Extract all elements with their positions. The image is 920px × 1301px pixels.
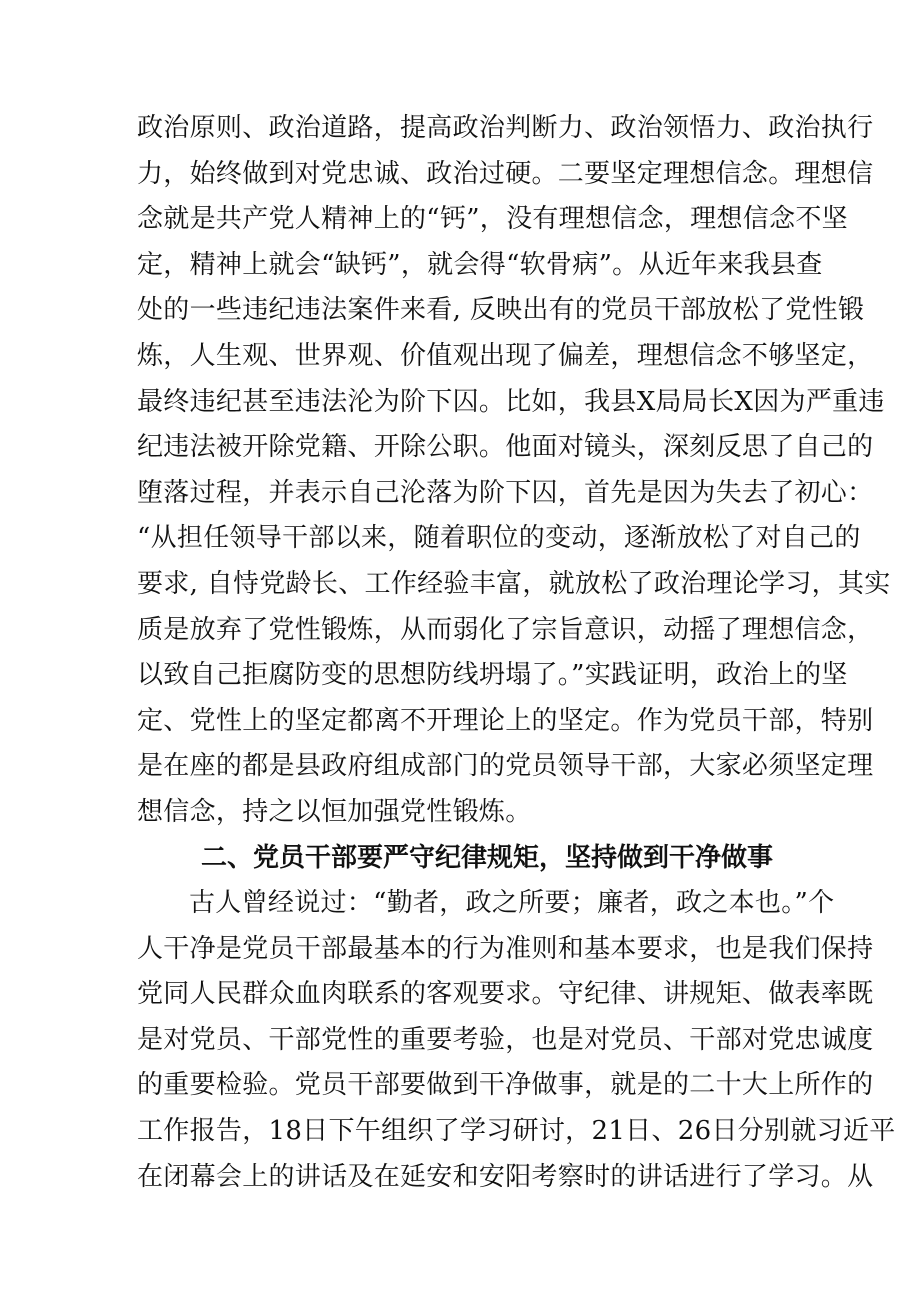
- paragraph-discipline-rules: [137, 881, 896, 1200]
- text-line: 堕落过程，并表示自己沦落为阶下囚，首先是因为失去了初心：: [137, 477, 874, 508]
- section-heading: 二、党员干部要严守纪律规矩，坚持做到干净做事: [201, 842, 774, 873]
- text-line: 工作报告，18日下午组织了学习研讨，21日、26日分别就习近平: [137, 1116, 896, 1147]
- text-line: 质是放弃了党性锻炼，从而弱化了宗旨意识，动摇了理想信念，: [137, 614, 874, 645]
- text-line: 古人曾经说过：“勤者，政之所要；廉者，政之本也。”个: [189, 888, 835, 919]
- text-line: 力，始终做到对党忠诚、政治过硬。二要坚定理想信念。理想信: [137, 158, 874, 189]
- text-line: 最终违纪甚至违法沦为阶下囚。比如，我县X局局长X因为严重违: [137, 386, 885, 417]
- text-line: 人干净是党员干部最基本的行为准则和基本要求，也是我们保持: [137, 933, 874, 964]
- paragraph-political-firmness: [137, 106, 891, 836]
- text-line: 念就是共产党人精神上的“钙”，没有理想信念，理想信念不坚: [137, 204, 848, 235]
- text-line: 政治原则、政治道路，提高政治判断力、政治领悟力、政治执行: [137, 113, 874, 143]
- text-line: “从担任领导干部以来，随着职位的变动，逐渐放松了对自己的: [137, 523, 861, 554]
- text-line: 定，精神上就会“缺钙”，就会得“软骨病”。从近年来我县查: [137, 249, 823, 280]
- text-line: 以致自己拒腐防变的思想防线坍塌了。”实践证明，政治上的坚: [137, 660, 848, 691]
- text-line: 炼，人生观、世界观、价值观出现了偏差，理想信念不够坚定，: [137, 340, 874, 371]
- text-line: 处的一些违纪违法案件来看, 反映出有的党员干部放松了党性锻: [137, 295, 865, 326]
- text-line: 定、党性上的坚定都离不开理论上的坚定。作为党员干部，特别: [137, 705, 874, 736]
- document-body: [137, 106, 896, 1200]
- text-line: 在闭幕会上的讲话及在延安和安阳考察时的讲话进行了学习。从: [137, 1161, 874, 1192]
- text-line: 是在座的都是县政府组成部门的党员领导干部，大家必须坚定理: [137, 751, 874, 782]
- text-line: 是对党员、干部党性的重要考验，也是对党员、干部对党忠诚度: [137, 1024, 874, 1055]
- text-line: 想信念，持之以恒加强党性锻炼。: [137, 796, 532, 827]
- text-line: 纪违法被开除党籍、开除公职。他面对镜头，深刻反思了自己的: [137, 432, 874, 463]
- text-line: 的重要检验。党员干部要做到干净做事，就是的二十大上所作的: [137, 1070, 874, 1101]
- text-line: 党同人民群众血肉联系的客观要求。守纪律、讲规矩、做表率既: [137, 979, 874, 1010]
- text-line: 要求, 自恃党龄长、工作经验丰富，就放松了政治理论学习，其实: [137, 568, 891, 599]
